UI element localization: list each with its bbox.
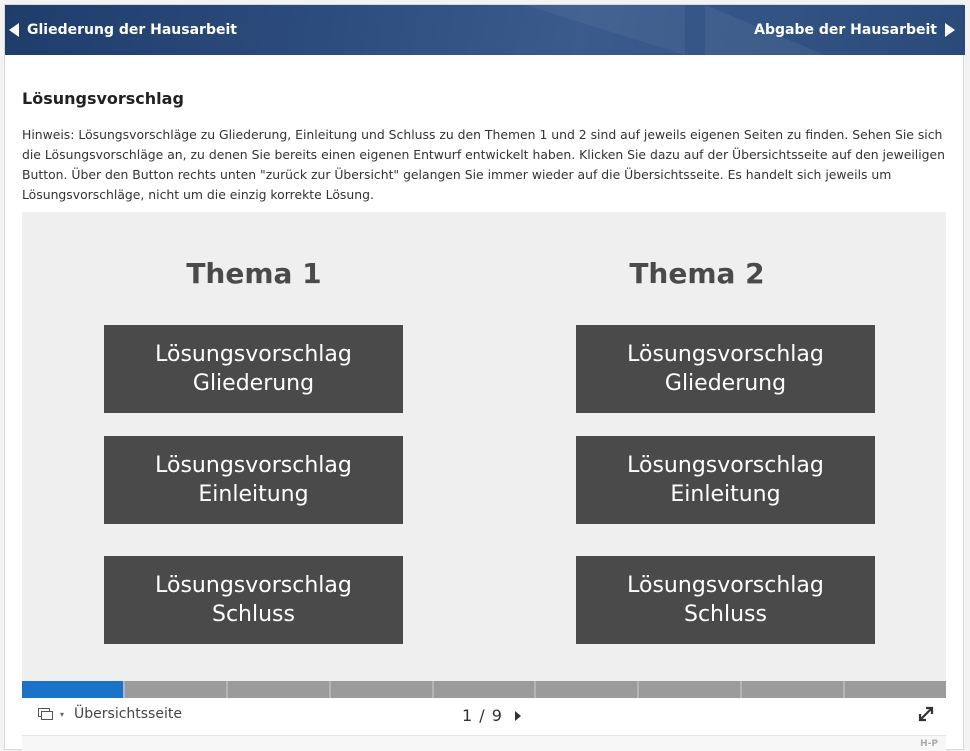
progress-segment[interactable] [639, 681, 740, 698]
button-label-line2: Gliederung [192, 371, 315, 396]
branding-bar [22, 736, 946, 751]
button-label-line1: Lösungsvorschlag [627, 573, 824, 598]
theme-2-title: Thema 2 [629, 257, 765, 290]
theme-2-outline-button[interactable] [576, 325, 875, 413]
button-label-line2: Schluss [212, 602, 295, 627]
theme-2-conclusion-button[interactable] [576, 556, 875, 644]
previous-page-label: Gliederung der Hausarbeit [27, 22, 237, 38]
progress-segment[interactable] [434, 681, 535, 698]
top-navigation-bar [5, 5, 965, 55]
theme-2-introduction-button[interactable] [576, 436, 875, 524]
progress-segment[interactable] [125, 681, 226, 698]
progress-segment[interactable] [742, 681, 843, 698]
overview-label: Übersichtsseite [74, 706, 182, 722]
previous-page-button[interactable] [9, 5, 237, 55]
triangle-left-icon [9, 23, 19, 37]
presentation-footer [22, 698, 946, 736]
theme-1-outline-button[interactable] [104, 325, 403, 413]
button-label-line2: Einleitung [198, 482, 309, 507]
h5p-logo: H-P [920, 739, 938, 749]
button-label-line2: Schluss [684, 602, 767, 627]
triangle-right-icon [945, 23, 955, 37]
theme-1-introduction-button[interactable] [104, 436, 403, 524]
slide-panel [22, 212, 946, 683]
caret-right-icon[interactable] [515, 711, 521, 721]
slide-progress-bar [22, 681, 946, 698]
page-title: Lösungsvorschlag [22, 89, 184, 108]
theme-1-title: Thema 1 [186, 257, 322, 290]
button-label-line1: Lösungsvorschlag [155, 573, 352, 598]
slides-overview-icon [38, 708, 54, 720]
header-decoration [525, 5, 685, 55]
progress-segment[interactable] [845, 681, 946, 698]
next-page-button[interactable] [754, 5, 955, 55]
progress-segment[interactable] [536, 681, 637, 698]
theme-1-conclusion-button[interactable] [104, 556, 403, 644]
button-label-line2: Gliederung [664, 371, 787, 396]
progress-segment[interactable] [22, 681, 123, 698]
progress-segment[interactable] [228, 681, 329, 698]
next-page-label: Abgabe der Hausarbeit [754, 22, 937, 38]
button-label-line1: Lösungsvorschlag [627, 342, 824, 367]
h5p-container [4, 4, 964, 750]
button-label-line1: Lösungsvorschlag [155, 342, 352, 367]
hint-text: Hinweis: Lösungsvorschläge zu Gliederung, Einleitung und Schluss zu den Themen 1 und 2 sind auf jeweils eigenen Seiten zu finden. Sehen Sie sich die Lösungsvorschläge an, zu denen Sie bereits einen eigenen Entwurf entwickelt haben. Klicken Sie dazu auf der Übersichtsseite auf den jeweiligen Button. Über den Button rechts unten "zurück zur Übersicht" gelangen Sie immer wieder auf die Übersichtsseite. Es handelt sich jeweils um Lösungsvorschläge, nicht um die einzig korrekte Lösung. [22, 127, 945, 202]
slide-pager [462, 706, 521, 725]
slide-counter: 1 / 9 [462, 706, 503, 725]
button-label-line1: Lösungsvorschlag [155, 453, 352, 478]
overview-menu-button[interactable] [38, 706, 182, 722]
button-label-line2: Einleitung [670, 482, 781, 507]
progress-segment[interactable] [331, 681, 432, 698]
button-label-line1: Lösungsvorschlag [627, 453, 824, 478]
caret-down-icon: ▾ [60, 709, 65, 719]
fullscreen-icon[interactable] [916, 704, 936, 724]
